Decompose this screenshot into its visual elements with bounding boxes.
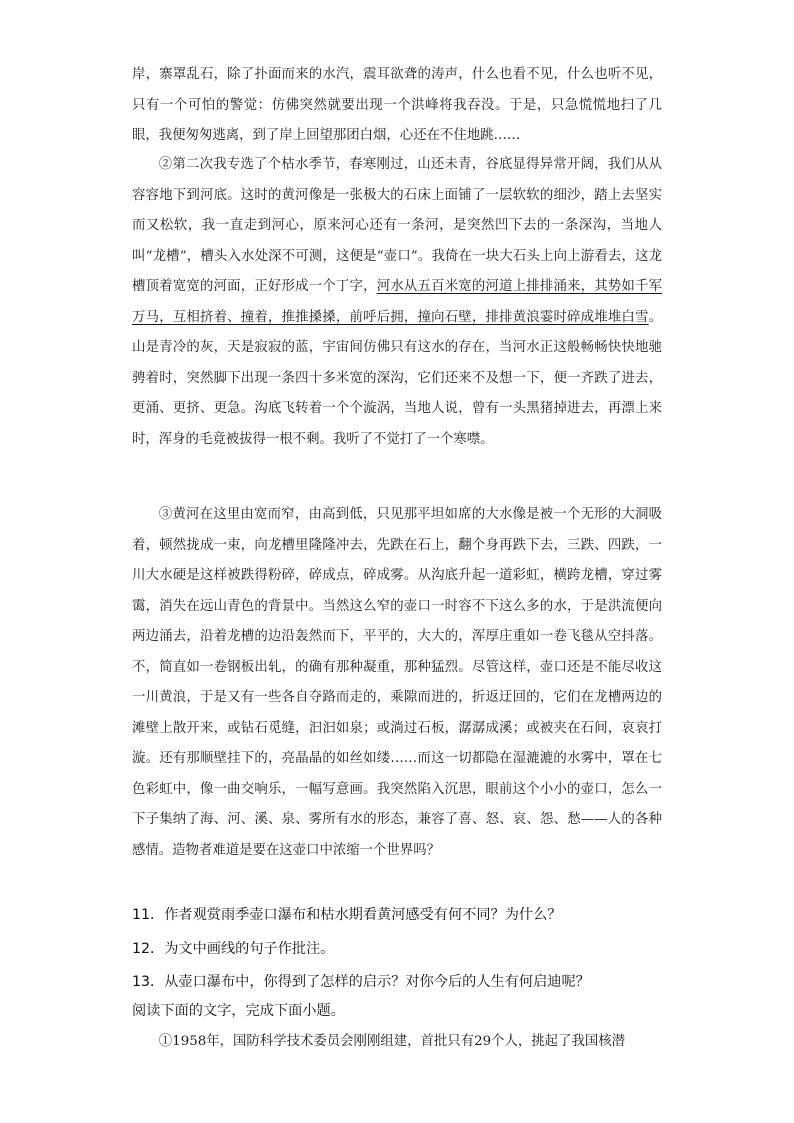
paragraph-text: 岸，寨罩乱石，除了扑面而来的水汽，震耳欲聋的涛声，什么也看不见，什么也听不见，只有一个可怕的警觉：仿佛突然就要出现一个洪峰将我吞没。于是，只急慌慌地扫了几眼，我便匆匆逃离，到了岸上回望那团白烟，心还在不住地跳……	[132, 67, 662, 143]
reading-instruction: 阅读下面的文字，完成下面小题。	[132, 1003, 345, 1019]
underlined-sentence: 河水从五百米宽的河道上排排涌来，其势如千军万马，互相挤着、撞着，推推搡搡，前呼后拥，撞向石壁，排排黄浪霎时碎成堆堆白雪	[132, 279, 663, 325]
paragraph-text: ③黄河在这里由宽而窄，由高到低，只见那平坦如席的大水像是被一个无形的大洞吸着，顿然拢成一束，向龙槽里隆隆冲去，先跌在石上，翻个身再跌下去，三跌、四跌，一川大水硬是这样被跌得粉碎，碎成点，碎成雾。从沟底升起一道彩虹，横跨龙槽，穿过雾霭，消失在远山青色的背景中。当然这么窄的壶口一时容不下这么多的水，于是洪流便向两边涌去，沿着龙槽的边沿轰然而下，平平的，大大的，浑厚庄重如一卷飞毯从空抖落。不，简直如一卷钢板出轧，的确有那种凝重，那种猛烈。尽管这样，壶口还是不能尽收这一川黄浪，于是又有一些各自夺路而走的，乘隙而进的，折返迂回的，它们在龙槽两边的滩壁上散开来，或钻石觅缝，汩汩如泉；或淌过石板，潺潺成溪；或被夹在石间，哀哀打漩。还有那顺壁挂下的，亮晶晶的如丝如缕……而这一切都隐在湿漉漉的水雾中，罩在七色彩虹中，像一曲交响乐，一幅写意画。我突然陷入沉思，眼前这个小小的壶口，怎么一下子集纳了海、河、溪、泉、雾所有水的形态，兼容了喜、怒、哀、怨、愁——人的各种感情。造物者难道是要在这壶口中浓缩一个世界吗？	[132, 507, 662, 858]
question-13: 13．从壶口瀑布中，你得到了怎样的启示？对你今后的人生有何启迪呢？	[132, 974, 590, 990]
paragraph-text	[132, 150, 662, 455]
paragraph-2-after-underline: 。山是青冷的灰，天是寂寂的蓝，宇宙间仿佛只有这水的存在，当河水正这般畅畅快快地驰骋着时，突然脚下出现一条四十多米宽的深沟，它们还来不及想一下，便一齐跌了进去，更涌、更挤、更急。沟底飞转着一个个漩涡，当地人说，曾有一头黑猪掉进去，再漂上来时，浑身的毛竟被拔得一根不剩。我听了不觉打了一个寒噤。	[132, 309, 662, 447]
paragraph-2-before-underline: ②第二次我专选了个枯水季节，春寒刚过，山还未青，谷底显得异常开阔，我们从从容容地下到河底。这时的黄河像是一张极大的石床上面铺了一层软软的细沙，踏上去坚实而又松软，我一直走到河心，原来河心还有一条河，是突然凹下去的一条深沟，当地人叫“龙槽”，槽头入水处深不可测，这便是“壶口”。我倚在一块大石头上向上游看去，这龙槽顶着宽宽的河面，正好形成一个丁字，	[132, 157, 662, 294]
passage-paragraph-1-continuation	[132, 60, 662, 152]
question-11: 11．作者观赏雨季壶口瀑布和枯水期看黄河感受有何不同？为什么？	[132, 907, 562, 923]
next-passage-paragraph-1: ①1958年，国防科学技术委员会刚刚组建，首批只有29个人，挑起了我国核潜	[158, 1034, 626, 1049]
passage-paragraph-3	[132, 500, 662, 866]
question-12: 12．为文中画线的句子作批注。	[132, 941, 335, 957]
passage-paragraph-2	[132, 150, 662, 455]
